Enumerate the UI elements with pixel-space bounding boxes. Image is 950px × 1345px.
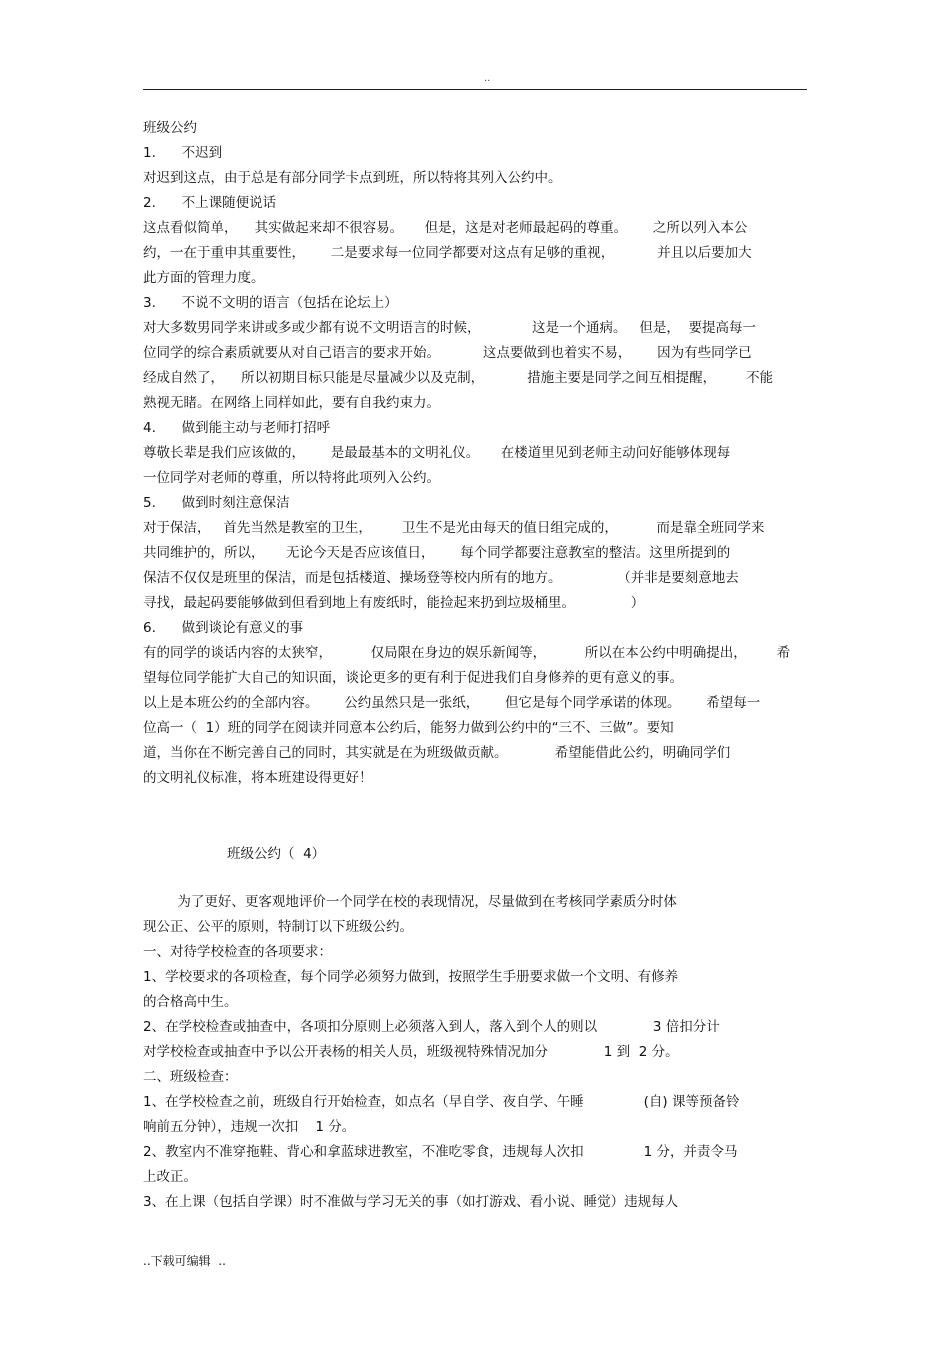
text-line: 保洁不仅仅是班里的保洁，而是包括楼道、操场登等校内所有的地方。 （并非是要刻意地去 <box>143 570 739 586</box>
text-line: 对迟到这点，由于总是有部分同学卡点到班，所以特将其列入公约中。 <box>143 170 562 186</box>
text-line: 有的同学的谈话内容的太狭窄， 仅局限在身边的娱乐新闻等， 所以在本公约中明确提出， 希 <box>143 645 791 661</box>
text-line: 约，一在于重申其重要性， 二是要求每一位同学都要对这点有足够的重视， 并且以后要加大 <box>143 245 752 261</box>
text-line: 4. 做到能主动与老师打招呼 <box>143 420 331 436</box>
text-line: 位同学的综合素质就要从对自己语言的要求开始。 这点要做到也着实不易， 因为有些同学已 <box>143 345 752 361</box>
text-line: 1、在学校检查之前，班级自行开始检查，如点名（早自学、夜自学、午睡 (自) 课等预备铃 <box>143 1094 740 1110</box>
text-line: 寻找，最起码要能够做到但看到地上有废纸时，能捡起来扔到垃圾桶里。 ） <box>143 595 645 611</box>
text-line: 3. 不说不文明的语言（包括在论坛上） <box>143 295 398 311</box>
text-line: 望每位同学能扩大自己的知识面，谈论更多的更有利于促进我们自身修养的更有意义的事。 <box>143 670 683 686</box>
text-line: 1、学校要求的各项检查，每个同学必须努力做到，按照学生手册要求做一个文明、有修养 <box>143 969 679 985</box>
header-mark: .. <box>484 73 491 84</box>
section-2-title: 班级公约（ 4） <box>227 846 326 862</box>
text-line: 以上是本班公约的全部内容。 公约虽然只是一张纸， 但它是每个同学承诺的体现。 希望每一 <box>143 695 761 711</box>
text-line: 尊敬长辈是我们应该做的， 是最最基本的文明礼仪。 在楼道里见到老师主动问好能够体现每 <box>143 445 731 461</box>
text-line: 熟视无睹。在网络上同样如此，要有自我约束力。 <box>143 395 440 411</box>
text-line: 2、在学校检查或抽查中，各项扣分原则上必须落入到人，落入到个人的则以 3 倍扣分计 <box>143 1019 720 1035</box>
text-line: 这点看似简单， 其实做起来却不很容易。 但是，这是对老师最起码的尊重。 之所以列入本公 <box>143 220 748 236</box>
text-line: 3、在上课（包括自学课）时不准做与学习无关的事（如打游戏、看小说、睡觉）违规每人 <box>143 1194 679 1210</box>
header-rule <box>143 89 807 90</box>
text-line: 对学校检查或抽查中予以公开表杨的相关人员，班级视特殊情况加分 1 到 2 分。 <box>143 1044 679 1060</box>
text-line: 位高一（ 1）班的同学在阅读并同意本公约后，能努力做到公约中的“三不、三做”。要知 <box>143 720 674 736</box>
text-line: 二、班级检查： <box>143 1069 238 1085</box>
text-line: 一、对待学校检查的各项要求： <box>143 944 332 960</box>
text-line: 上改正。 <box>143 1169 197 1185</box>
text-line: 现公正、公平的原则，特制订以下班级公约。 <box>143 919 413 935</box>
footer-text: ..下载可编辑 .. <box>143 1254 226 1268</box>
text-line: 此方面的管理力度。 <box>143 270 265 286</box>
text-line: 的文明礼仪标准，将本班建设得更好！ <box>143 770 373 786</box>
text-line: 1. 不迟到 <box>143 145 223 161</box>
text-line: 道，当你在不断完善自己的同时，其实就是在为班级做贡献。 希望能借此公约，明确同学们 <box>143 745 731 761</box>
text-line: 一位同学对老师的尊重，所以特将此项列入公约。 <box>143 470 440 486</box>
text-line: 响前五分钟），违规一次扣 1 分。 <box>143 1119 356 1135</box>
text-line: 对大多数男同学来讲或多或少都有说不文明语言的时候， 这是一个通病。 但是， 要提高每一 <box>143 320 756 336</box>
text-line: 对于保洁， 首先当然是教室的卫生， 卫生不是光由每天的值日组完成的， 而是靠全班同学来 <box>143 520 765 536</box>
text-line: 经成自然了， 所以初期目标只能是尽量减少以及克制， 措施主要是同学之间互相提醒， 不能 <box>143 370 774 386</box>
text-line: 2. 不上课随便说话 <box>143 195 277 211</box>
text-line: 6. 做到谈论有意义的事 <box>143 620 304 636</box>
text-line: 共同维护的，所以， 无论今天是否应该值日， 每个同学都要注意教室的整洁。这里所提到的 <box>143 545 731 561</box>
text-line: 的合格高中生。 <box>143 994 238 1010</box>
text-line: 2、教室内不准穿拖鞋、背心和拿蓝球进教室，不准吃零食，违规每人次扣 1 分，并责令马 <box>143 1144 738 1160</box>
section-1-title: 班级公约 <box>143 120 197 136</box>
text-line: 为了更好、更客观地评价一个同学在校的表现情况，尽量做到在考核同学素质分时体 <box>143 894 677 910</box>
text-line: 5. 做到时刻注意保洁 <box>143 495 290 511</box>
